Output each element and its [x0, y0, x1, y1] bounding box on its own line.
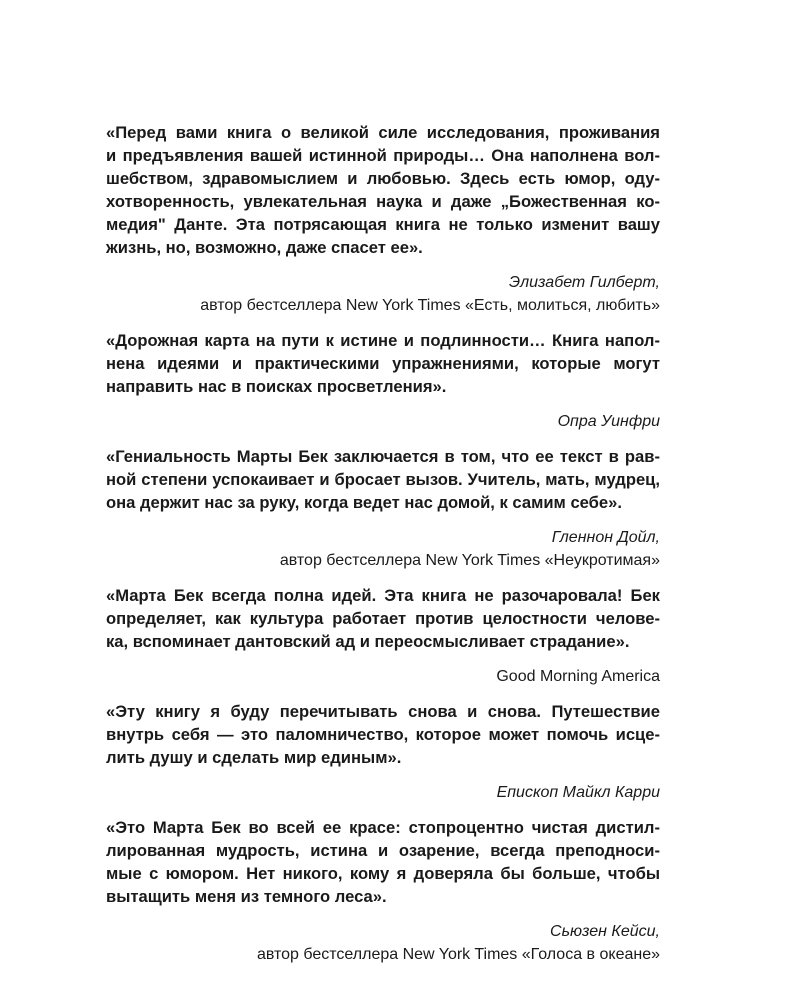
testimonial	[106, 121, 660, 317]
testimonial-attribution	[106, 920, 660, 966]
quote-line: нена идеями и практическими упражнениями, которые могут	[106, 354, 660, 373]
quote-line: жизнь, но, возможно, даже спасет ее».	[106, 238, 423, 257]
testimonial-quote	[106, 329, 660, 398]
testimonial-quote	[106, 121, 660, 259]
testimonial	[106, 816, 660, 966]
author-credential: автор бестселлера New York Times «Есть, молиться, любить»	[200, 297, 660, 314]
author-name: Гленнон Дойл,	[551, 529, 660, 546]
quote-line: направить нас в поисках просветления».	[106, 377, 447, 396]
testimonial	[106, 584, 660, 688]
quote-line: шебством, здравомыслием и любовью. Здесь есть юмор, оду-	[106, 169, 660, 188]
quote-line: медия" Данте. Эта потрясающая книга не только изменит вашу	[106, 215, 660, 234]
quote-line: хотворенность, увлекательная наука и даже „Божественная ко-	[106, 192, 660, 211]
quote-line: «Это Марта Бек во всей ее красе: стопроцентно чистая дистил-	[106, 818, 660, 837]
quote-line: «Марта Бек всегда полна идей. Эта книга не разочаровала! Бек	[106, 586, 660, 605]
testimonial-attribution	[106, 410, 660, 433]
testimonial-attribution	[106, 271, 660, 317]
author-credential: автор бестселлера New York Times «Неукротимая»	[279, 552, 660, 569]
testimonial-quote	[106, 816, 660, 908]
quote-line: «Дорожная карта на пути к истине и подлинности… Книга напол-	[106, 331, 660, 350]
author-name: Сьюзен Кейси,	[550, 923, 660, 940]
quote-line: определяет, как культура работает против целостности челове-	[106, 609, 660, 628]
testimonial-attribution	[106, 781, 660, 804]
quote-line: мые с юмором. Нет никого, кому я доверяла бы больше, чтобы	[106, 864, 660, 883]
quote-line: она держит нас за руку, когда ведет нас домой, к самим себе».	[106, 493, 623, 512]
author-name: Good Morning America	[496, 668, 660, 685]
quote-line: «Эту книгу я буду перечитывать снова и снова. Путешествие	[106, 702, 660, 721]
testimonial	[106, 700, 660, 804]
author-name: Опра Уинфри	[557, 413, 660, 430]
testimonial-attribution	[106, 665, 660, 688]
quote-line: внутрь себя — это паломничество, которое может помочь исце-	[106, 725, 660, 744]
testimonial	[106, 329, 660, 433]
testimonial-quote	[106, 584, 660, 653]
quote-line: лить душу и сделать мир единым».	[106, 748, 402, 767]
testimonial	[106, 445, 660, 572]
testimonial-attribution	[106, 526, 660, 572]
testimonial-quote	[106, 700, 660, 769]
author-credential: автор бестселлера New York Times «Голоса в океане»	[256, 946, 660, 963]
testimonial-quote	[106, 445, 660, 514]
quote-line: ка, вспоминает дантовский ад и переосмысливает страдание».	[106, 632, 630, 651]
quote-line: «Гениальность Марты Бек заключается в том, что ее текст в рав-	[106, 447, 660, 466]
author-name: Епископ Майкл Карри	[496, 784, 660, 801]
quote-line: и предъявления вашей истинной природы… Она наполнена вол-	[106, 146, 660, 165]
author-name: Элизабет Гилберт,	[509, 274, 660, 291]
quote-line: ной степени успокаивает и бросает вызов. Учитель, мать, мудрец,	[106, 470, 660, 489]
quote-line: «Перед вами книга о великой силе исследования, проживания	[106, 123, 660, 142]
quote-line: лированная мудрость, истина и озарение, всегда преподноси-	[106, 841, 660, 860]
testimonials-page	[106, 121, 660, 978]
quote-line: вытащить меня из темного леса».	[106, 887, 387, 906]
